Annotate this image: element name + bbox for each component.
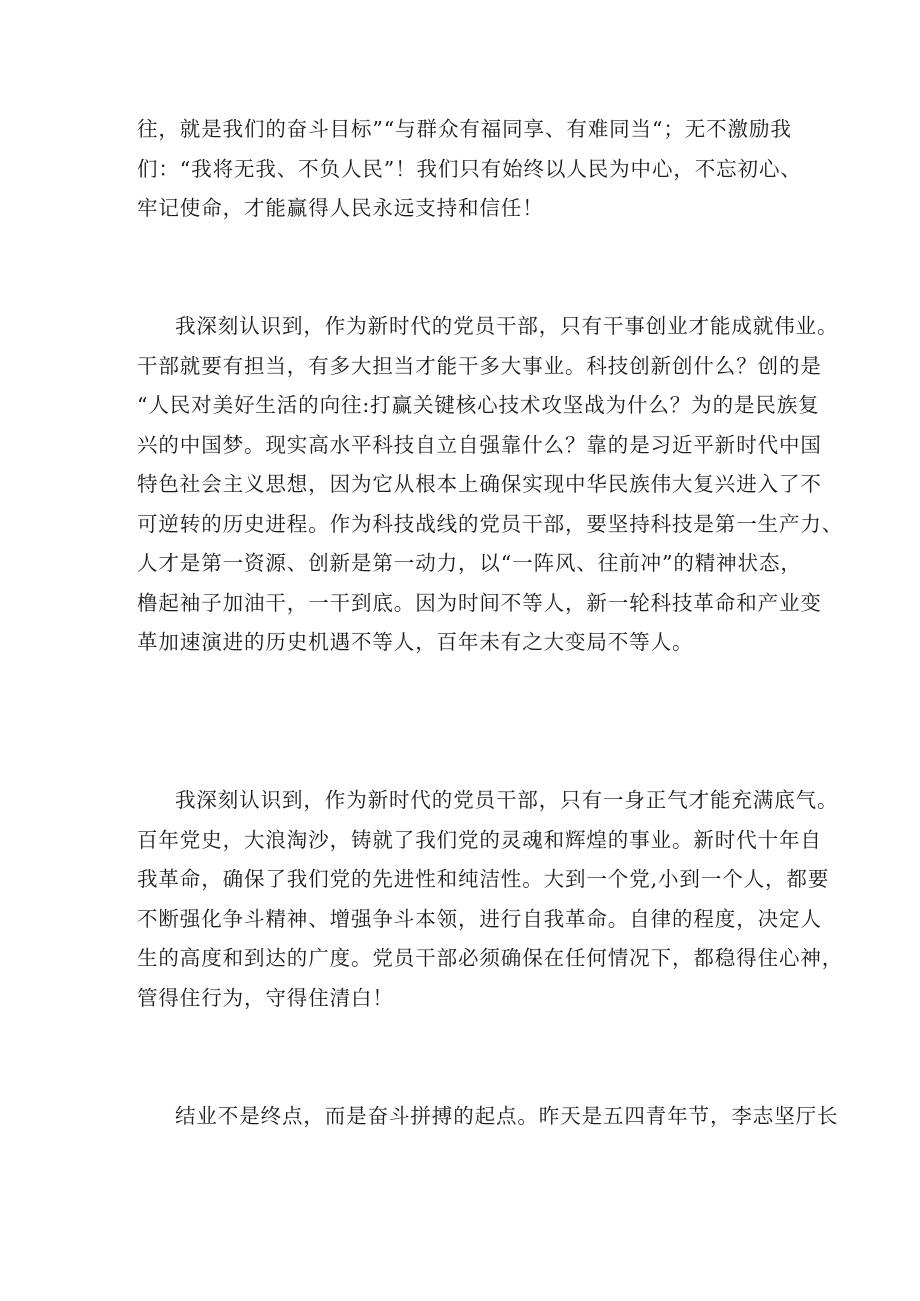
text-line: 管得住行为，守得住清白！ <box>137 985 394 1010</box>
text-line: 我深刻认识到，作为新时代的党员干部，只有干事创业才能成就伟业。 <box>175 314 839 338</box>
text-line: 不断强化争斗精神、增强争斗本领，进行自我革命。自律的程度，决定人 <box>137 906 822 931</box>
paragraph-2 <box>137 307 844 663</box>
text-line: 往，就是我们的奋斗目标”“与群众有福同享、有难同当“；无不激励我 <box>137 117 792 141</box>
text-line: 牢记使命，才能赢得人民永远支持和信任！ <box>137 196 544 220</box>
text-line: 橹起袖子加油干，一干到底。因为时间不等人，新一轮科技革命和产业变 <box>137 590 822 615</box>
paragraph-3 <box>137 781 844 1018</box>
text-line: 结业不是终点，而是奋斗拼搏的起点。昨天是五四青年节，李志坚厅长 <box>175 1104 839 1128</box>
text-line: 革加速演进的历史机遇不等人，百年未有之大变局不等人。 <box>137 630 694 654</box>
paragraph-1 <box>137 110 802 229</box>
paragraph-4 <box>137 1097 839 1137</box>
text-line: 可逆转的历史进程。作为科技战线的党员干部，要坚持科技是第一生产力、 <box>137 511 844 536</box>
text-line: 兴的中国梦。现实高水平科技自立自强靠什么？靠的是习近平新时代中国 <box>137 432 822 457</box>
text-line: 我革命，确保了我们党的先进性和纯洁性。大到一个党,小到一个人，都要 <box>137 867 830 891</box>
text-line: 干部就要有担当，有多大担当才能干多大事业。科技创新创什么？创的是 <box>137 353 822 378</box>
text-line: 百年党史，大浪淘沙，铸就了我们党的灵魂和辉煌的事业。新时代十年自 <box>137 827 822 852</box>
text-line: 们：“我将无我、不负人民”！我们只有始终以人民为中心，不忘初心、 <box>137 156 802 181</box>
text-line: 生的高度和到达的广度。党员干部必须确保在任何情况下，都稳得住心神， <box>137 946 844 970</box>
text-line: 我深刻认识到，作为新时代的党员干部，只有一身正气才能充满底气。 <box>175 788 839 812</box>
text-line: 特色社会主义思想，因为它从根本上确保实现中华民族伟大复兴进入了不 <box>137 472 822 496</box>
text-line: 人才是第一资源、创新是第一动力，以“一阵风、往前冲”的精神状态， <box>137 551 802 575</box>
text-line: “人民对美好生活的向往:打赢关键核心技术攻坚战为什么？为的是民族复 <box>137 393 820 417</box>
